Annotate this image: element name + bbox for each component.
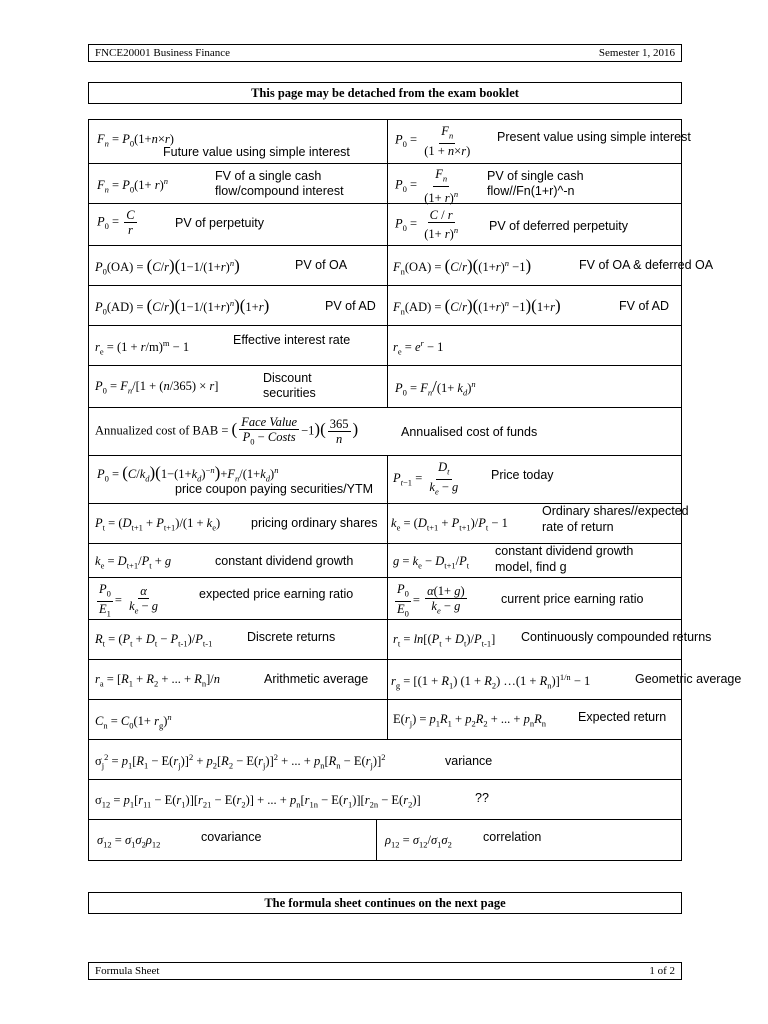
costs-label: Costs [267,430,296,444]
price-today-desc: Price today [491,468,554,482]
pv-compound-formula: $P_0$ = $\frac{F_n}{(1+ r)^n}$ [395,167,459,205]
pv-ad-formula: $P_0(AD) = (C/r)(1-1/(1+r)^n)(1+r)$ [95,296,270,317]
effective-rate-formula: $r_e = (1 + r/m)^m - 1$ [95,338,190,357]
fv-single-desc-2: flow/compound interest [215,184,344,198]
expected-pe-desc: expected price earning ratio [199,587,354,601]
coupon-price-formula: $P_0 = (C/k_d)(1-(1+k_d)^{-n})+F_n/(1+k_d)^n$ [97,463,279,484]
g-formula: $g = k_e - D_{t+1}/P_t$ [393,554,470,571]
discrete-return-formula: $R_t = (P_t + D_t - P_{t-1})/P_{t-1}$ [95,632,213,649]
discrete-desc: Discrete returns [247,630,336,644]
formula-row [89,504,689,544]
formula-row [89,120,691,164]
continuous-desc: Continuously compounded returns [521,630,712,644]
face-value-label: Face Value [241,415,298,429]
pv-oa-formula: $P_0(OA) = (C/r)(1-1/(1+r)^n)$ [95,256,240,277]
correlation-desc: correlation [483,830,542,844]
expected-return-desc: Expected return [578,710,667,724]
pv-single-desc-2: flow//Fn(1+r)^-n [487,184,575,198]
continuous-return-formula: $r_t = \ln[(P_t + D_t)/P_{t-1}]$ [393,632,496,649]
formula-row [89,740,681,780]
course-title: FNCE20001 Business Finance [95,47,231,59]
fv-simple-desc: Future value using simple interest [163,145,350,159]
geo-desc: Geometric average [635,672,742,686]
formula-row [89,326,681,366]
const-div-desc: constant dividend growth [215,554,354,568]
fv-single-desc-1: FV of a single cash [215,169,322,183]
price-today-formula: $P_{t-1}$ = $\frac{D_t}{k_e - g}$ [393,460,459,496]
geo-avg-formula: $r_g = [(1 + R_1) (1 + R_2)$ …(1 + $R_n)]^{1/n} - 1$ [391,672,591,691]
ordinary-price-formula: $P_t = (D_{t+1} + P_{t+1})/(1 + k_e)$ [95,516,221,533]
page-header [88,44,682,62]
continuous-rate-formula: $r_e = e^r - 1$ [393,338,444,357]
formula-table [88,119,742,861]
formula-row [89,780,681,820]
pv-deferred-desc: PV of deferred perpetuity [489,219,628,233]
detach-banner: This page may be detached from the exam booklet [88,82,682,104]
pv-kd-formula: $P_0 = F_n/(1+ k_d)^n$ [395,377,476,398]
formula-row [89,246,714,286]
discount-security-formula: $P_0 = F_n/[1 + (n/365) \times r]$ [95,379,219,396]
formula-row [89,366,681,408]
discount-desc-1: Discount [263,371,312,385]
formula-row [89,578,681,620]
formula-row [89,204,681,246]
semester-label: Semester 1, 2016 [598,47,675,59]
annualised-desc: Annualised cost of funds [401,425,538,439]
discount-desc-2: securities [263,386,316,400]
const-div-model-desc-2: model, find g [495,560,567,574]
effective-rate-desc: Effective interest rate [233,333,351,347]
pv-oa-desc: PV of OA [295,258,348,272]
variance-formula: $\sigma_j^2 = p_1[R_1 - E(r_j)]^2 + p_2[R_2 - E(r_j)]^2$ + ... + $p_n[R_n - E(r_j)]^2$ [95,752,386,771]
pv-perpetuity-desc: PV of perpetuity [175,216,264,230]
covariance-question: ?? [475,791,489,805]
formula-row [89,544,681,578]
arith-desc: Arithmetic average [264,672,369,686]
pv-deferred-formula: $P_0$ = $\frac{C / r}{(1+ r)^n}$ [395,208,459,242]
ke-growth-formula: $k_e = D_{t+1}/P_t + g$ [95,554,172,571]
formula-row [89,660,742,700]
formula-row [89,408,681,456]
variance-desc: variance [445,754,493,768]
pv-perpetuity-formula: $P_0$ = $\frac{C}{r}$ [97,208,135,237]
ordinary-exp-desc-2: rate of return [542,520,614,534]
current-pe-formula: $\frac{P_0}{E_0}$ = $\frac{\alpha(1+ g)}{k_e - g}$ [397,582,465,618]
bab-label: Annualized cost of BAB = [95,423,229,438]
formula-row [89,620,712,660]
pv-ad-desc: PV of AD [325,299,376,313]
covariance-expanded-formula: $\sigma_{12} = p_1[r_{11} - E(r_1)][r_{21} - E(r_2)]$ + ... + $p_n[r_{1n} - E(r_1)][r_{2n} - E(r_2)]$ [95,793,421,810]
arith-avg-formula: $r_a = [R_1 + R_2$ + ... + $R_n]/n$ [95,672,220,689]
page-number: 1 of 2 [649,965,675,977]
expected-return-formula: $E(r_j) = p_1R_1 + p_2R_2$ + ... + $p_nR_n$ [393,712,546,729]
ordinary-exp-desc-1: Ordinary shares//expected [542,504,689,518]
formula-row [89,286,681,326]
continues-banner: The formula sheet continues on the next page [88,892,682,914]
price-coupon-desc: price coupon paying securities/YTM [175,482,374,496]
formula-row [89,164,681,204]
fv-oa-formula: $F_n(OA) = (C/r)((1+r)^n -1)$ [393,256,532,277]
fv-ad-desc: FV of AD [619,299,670,313]
fv-ad-formula: $F_n(AD) = (C/r)((1+r)^n -1)(1+r)$ [393,296,561,317]
pv-simple-desc: Present value using simple interest [497,130,691,144]
current-pe-desc: current price earning ratio [501,592,644,606]
expected-pe-formula: $\frac{P_0}{E_1}$ = $\frac{\alpha}{k_e - g}$ [99,582,158,618]
bab-cost-formula: Annualized cost of BAB = ( Face Value $P_0$ − Costs −1)( $\frac{365}{n}$ ) [95,415,359,447]
fv-oa-desc: FV of OA & deferred OA [579,258,714,272]
fv-simple-formula: $F_n = P_0(1+n\times r)$ [97,132,174,149]
correlation-formula: $\rho_{12} = \sigma_{12}/\sigma_1\sigma_2$ [385,833,452,850]
formula-row [89,700,681,740]
footer-label: Formula Sheet [95,965,160,977]
page-footer [88,962,682,980]
pv-single-desc-1: PV of single cash [487,169,584,183]
formula-row [89,456,681,504]
covariance-formula: $\sigma_{12} = \sigma_1\sigma_2\rho_{12}$ [97,833,161,850]
pv-simple-formula: $P_0$ = $\frac{F_n}{(1 + n\times r)}$ [395,124,471,158]
const-div-model-desc-1: constant dividend growth [495,544,634,558]
days-label: 365 [329,417,349,432]
formula-row [89,820,681,860]
ke-formula: $k_e = (D_{t+1} + P_{t+1})/P_t - 1$ [391,516,508,533]
covariance-desc: covariance [201,830,262,844]
fv-compound-formula: $F_n = P_0(1+ r)^n$ [97,176,168,195]
pricing-ordinary-desc: pricing ordinary shares [251,516,378,530]
compound-growth-formula: $C_n = C_0(1+ r_g)^n$ [95,712,172,731]
